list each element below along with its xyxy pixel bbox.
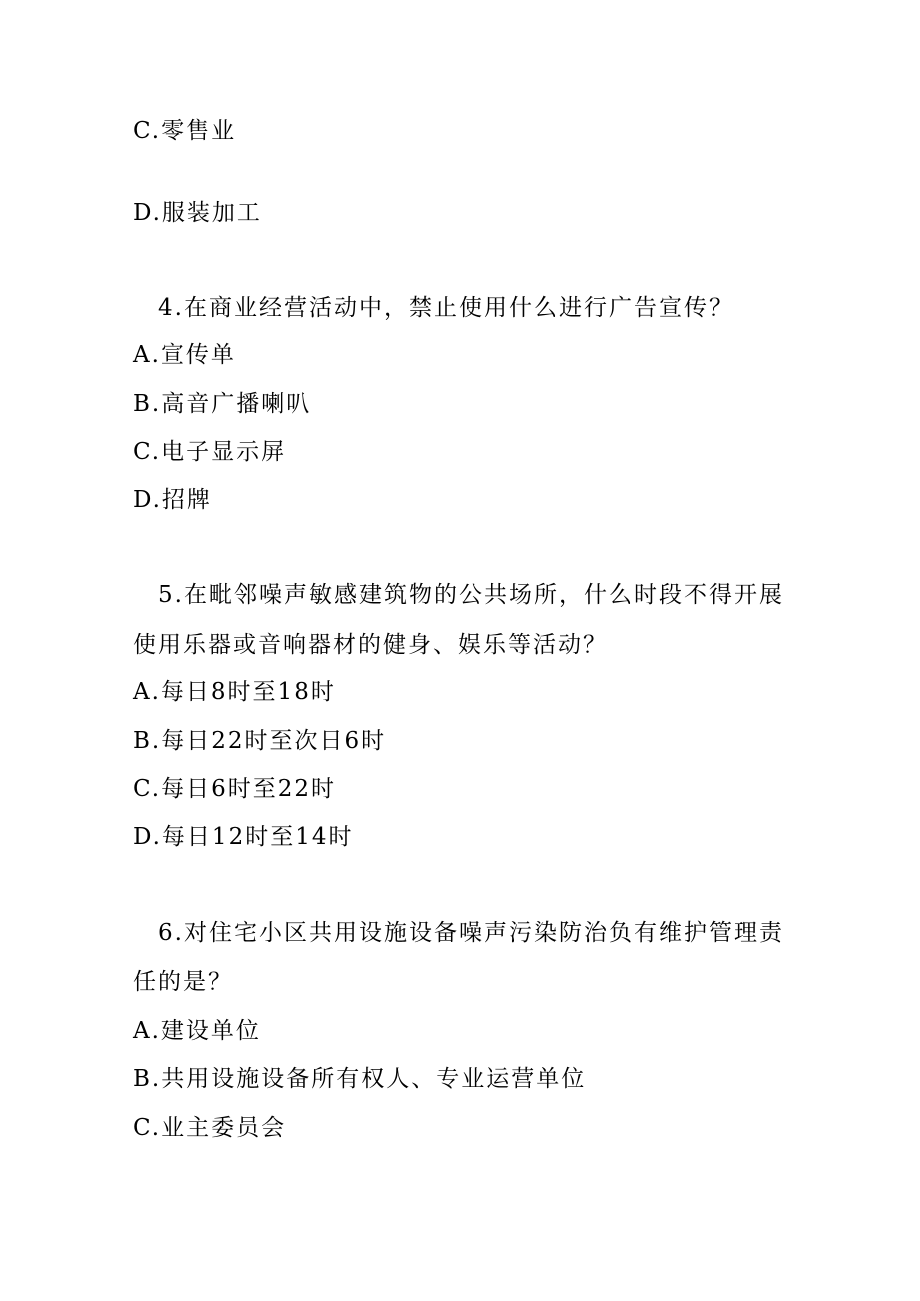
option-d: D.每日12时至14时 — [133, 824, 354, 850]
option-a: A.每日8时至18时 — [133, 679, 336, 705]
option-c: C.电子显示屏 — [133, 439, 287, 465]
option-b: B.共用设施设备所有权人、专业运营单位 — [133, 1066, 587, 1092]
option-d: D.招牌 — [133, 487, 212, 513]
option-c: C.业主委员会 — [133, 1115, 287, 1141]
question-5-text-continued: 使用乐器或音响器材的健身、娱乐等活动？ — [133, 632, 608, 658]
option-a: A.宣传单 — [133, 342, 236, 368]
option-c: C.零售业 — [133, 118, 237, 144]
question-5-text: 5.在毗邻噪声敏感建筑物的公共场所，什么时段不得开展 — [158, 582, 784, 608]
option-a: A.建设单位 — [133, 1018, 261, 1044]
option-b: B.每日22时至次日6时 — [133, 728, 387, 754]
option-b: B.高音广播喇叭 — [133, 391, 312, 417]
question-6-text: 6.对住宅小区共用设施设备噪声污染防治负有维护管理责 — [158, 920, 784, 946]
question-6-text-continued: 任的是？ — [133, 969, 233, 995]
question-4-text: 4.在商业经营活动中，禁止使用什么进行广告宣传？ — [158, 295, 734, 321]
option-c: C.每日6时至22时 — [133, 776, 336, 802]
option-d: D.服装加工 — [133, 200, 262, 226]
